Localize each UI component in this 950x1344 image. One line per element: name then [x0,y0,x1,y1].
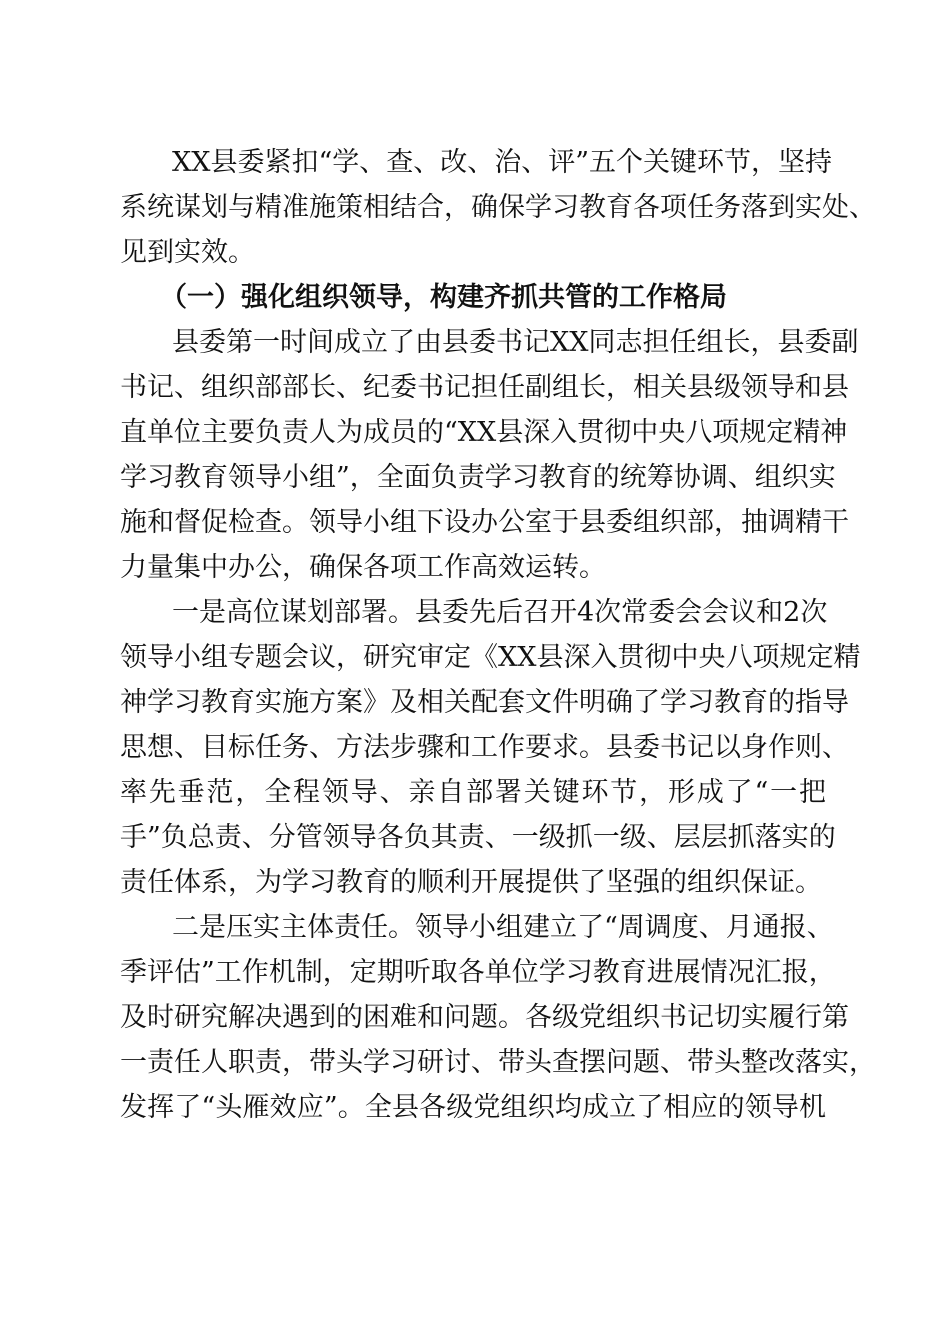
paragraph-1-line-1: XX县委紧扣“学、查、改、治、评”五个关键环节，坚持 [172,147,833,178]
paragraph-2-line-1: 县委第一时间成立了由县委书记XX同志担任组长，县委副 [172,327,859,358]
paragraph-3-line-2: 领导小组专题会议，研究审定《XX县深入贯彻中央八项规定精 [120,642,861,673]
paragraph-3-line-1: 一是高位谋划部署。县委先后召开4次常委会会议和2次 [172,597,828,628]
paragraph-2-line-2: 书记、组织部部长、纪委书记担任副组长，相关县级领导和县 [120,372,849,403]
paragraph-4-line-5: 发挥了“头雁效应”。全县各级党组织均成立了相应的领导机 [120,1092,826,1123]
paragraph-3-line-6: 手”负总责、分管领导各负其责、一级抓一级、层层抓落实的 [120,822,836,853]
paragraph-1-line-3: 见到实效。 [120,237,255,268]
paragraph-3-line-5: 率先垂范，全程领导、亲自部署关键环节，形成了“一把 [120,777,826,808]
paragraph-1-line-2: 系统谋划与精准施策相结合，确保学习教育各项任务落到实处、 [120,192,876,223]
paragraph-4-line-1: 二是压实主体责任。领导小组建立了“周调度、月通报、 [172,912,834,943]
paragraph-2-line-4: 学习教育领导小组”，全面负责学习教育的统筹协调、组织实 [120,462,836,493]
paragraph-2-line-3: 直单位主要负责人为成员的“XX县深入贯彻中央八项规定精神 [120,417,848,448]
paragraph-4-line-3: 及时研究解决遇到的困难和问题。各级党组织书记切实履行第 [120,1002,849,1033]
paragraph-3-line-7: 责任体系，为学习教育的顺利开展提供了坚强的组织保证。 [120,867,822,898]
section-heading: （一）强化组织领导，构建齐抓共管的工作格局 [160,282,727,313]
paragraph-4-line-2: 季评估”工作机制，定期听取各单位学习教育进展情况汇报， [120,957,836,988]
paragraph-3-line-4: 思想、目标任务、方法步骤和工作要求。县委书记以身作则、 [120,732,849,763]
paragraph-4-line-4: 一责任人职责，带头学习研讨、带头查摆问题、带头整改落实， [120,1047,876,1078]
paragraph-3-line-3: 神学习教育实施方案》及相关配套文件明确了学习教育的指导 [120,687,849,718]
paragraph-2-line-6: 力量集中办公，确保各项工作高效运转。 [120,552,606,583]
paragraph-2-line-5: 施和督促检查。领导小组下设办公室于县委组织部，抽调精干 [120,507,849,538]
